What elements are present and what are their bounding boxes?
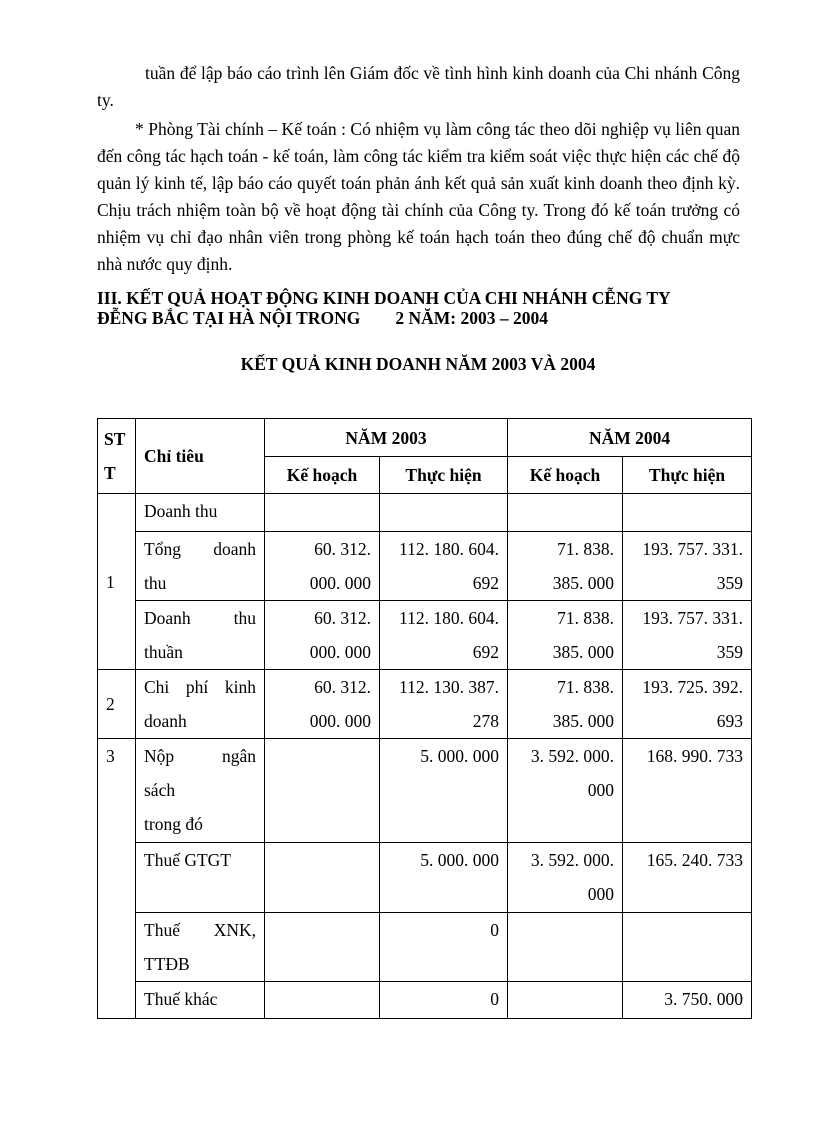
cell-label <box>136 913 265 982</box>
value-part: 3. 592. 000. <box>530 746 615 766</box>
cell-empty <box>623 494 752 532</box>
cell-label <box>136 670 265 739</box>
value-part: 60. 312. <box>314 539 371 559</box>
header-year-2003: NĂM 2003 <box>265 419 508 457</box>
cell-stt: 1 <box>98 494 136 670</box>
label-part: doanh <box>144 711 187 731</box>
cell-value <box>265 601 380 670</box>
label-line: sách <box>144 780 176 800</box>
value-part: 385. 000 <box>552 573 615 593</box>
value-part: 693 <box>716 711 744 731</box>
cell-empty <box>380 494 508 532</box>
section-heading <box>97 288 747 328</box>
cell-empty <box>265 843 380 913</box>
value-part: 71. 838. <box>557 608 615 628</box>
value-part: 71. 838. <box>557 539 615 559</box>
cell-value <box>508 739 623 843</box>
value-part: 112. 130. 387. <box>399 677 500 697</box>
value-part: 692 <box>472 642 500 662</box>
header-ke-hoach-2003: Kế hoạch <box>265 457 380 494</box>
table-row <box>98 982 752 1019</box>
value-part: 000 <box>587 884 615 904</box>
value-part: 60. 312. <box>314 677 371 697</box>
label-part: Doanh thu <box>144 608 256 628</box>
cell-empty <box>265 913 380 982</box>
cell-value <box>623 532 752 601</box>
cell-stt: 3 <box>98 739 136 1019</box>
value-part: 359 <box>716 642 744 662</box>
header-stt <box>98 419 136 494</box>
header-chi-tieu: Chỉ tiêu <box>136 419 265 494</box>
table-row <box>98 532 752 601</box>
value-part: 000. 000 <box>309 642 371 662</box>
cell-value: 3. 750. 000 <box>623 982 752 1019</box>
cell-empty <box>265 982 380 1019</box>
header-thuc-hien-2003: Thực hiện <box>380 457 508 494</box>
label-part: TTĐB <box>144 954 190 974</box>
cell-value <box>623 601 752 670</box>
cell-value: 0 <box>380 982 508 1019</box>
cell-value: 5. 000. 000 <box>380 739 508 843</box>
table-header-row-1 <box>98 419 752 457</box>
table-row <box>98 670 752 739</box>
cell-value: 168. 990. 733 <box>623 739 752 843</box>
cell-value <box>265 670 380 739</box>
value-part: 359 <box>716 573 744 593</box>
value-part: 193. 757. 331. <box>642 608 744 628</box>
value-part: 000. 000 <box>309 573 371 593</box>
label-part: thu <box>144 573 167 593</box>
section-heading-line1: III. KẾT QUẢ HOẠT ĐỘNG KINH DOANH CỦA CHI NHÁNH CỄNG TY <box>97 288 671 308</box>
cell-value <box>265 532 380 601</box>
cell-value <box>380 670 508 739</box>
table-title: KẾT QUẢ KINH DOANH NĂM 2003 VÀ 2004 <box>240 354 596 374</box>
cell-label: Doanh thu <box>136 494 265 532</box>
cell-empty <box>623 913 752 982</box>
table-row <box>98 843 752 913</box>
header-stt-line2: T <box>104 463 116 483</box>
paragraph-report-duty: tuần để lập báo cáo trình lên Giám đốc về tình hình kinh doanh của Chi nhánh Công ty. <box>97 63 740 110</box>
cell-label <box>136 601 265 670</box>
cell-value <box>623 670 752 739</box>
cell-value <box>380 532 508 601</box>
value-part: 385. 000 <box>552 711 615 731</box>
label-line: trong đó <box>144 814 203 834</box>
section-heading-line2: ĐỄNG BẮC TẠI HÀ NỘI TRONG 2 NĂM: 2003 – 2004 <box>97 308 548 328</box>
cell-label: Thuế GTGT <box>136 843 265 913</box>
value-part: 692 <box>472 573 500 593</box>
table-row <box>98 913 752 982</box>
cell-value <box>508 670 623 739</box>
cell-label <box>136 532 265 601</box>
table-row <box>98 494 752 532</box>
label-part: Tổng doanh <box>144 539 256 559</box>
cell-empty <box>508 913 623 982</box>
label-line: Nộp ngân <box>144 746 256 766</box>
label-part: Chi phí kinh <box>144 677 256 697</box>
table-row <box>98 601 752 670</box>
cell-value <box>380 601 508 670</box>
cell-value <box>508 843 623 913</box>
cell-empty <box>508 494 623 532</box>
header-ke-hoach-2004: Kế hoạch <box>508 457 623 494</box>
value-part: 71. 838. <box>557 677 615 697</box>
cell-empty <box>508 982 623 1019</box>
cell-value <box>508 532 623 601</box>
value-part: 3. 592. 000. <box>530 850 615 870</box>
value-part: 112. 180. 604. <box>399 539 500 559</box>
cell-label: Thuế khác <box>136 982 265 1019</box>
header-stt-line1: ST <box>104 429 126 449</box>
value-part: 193. 757. 331. <box>642 539 744 559</box>
value-part: 60. 312. <box>314 608 371 628</box>
cell-stt: 2 <box>98 670 136 739</box>
cell-value: 165. 240. 733 <box>623 843 752 913</box>
label-part: Thuế XNK, <box>144 920 256 940</box>
cell-empty <box>265 494 380 532</box>
header-thuc-hien-2004: Thực hiện <box>623 457 752 494</box>
paragraph-finance-department: * Phòng Tài chính – Kế toán : Có nhiệm vụ làm công tác theo dõi nghiệp vụ liên quan đến công tác hạch toán - kế toán, làm công tác kiểm tra kiểm soát việc thực hiện các chế độ quản lý kinh tế, lập báo cáo quyết toán phản ánh kết quả sản xuất kinh doanh theo định kỳ. Chịu trách nhiệm toàn bộ về hoạt động tài chính của Công ty. Trong đó kế toán trưởng có nhiệm vụ chỉ đạo nhân viên trong phòng kế toán hạch toán theo đúng chế độ chuẩn mực nhà nước quy định. <box>97 119 740 274</box>
cell-value <box>508 601 623 670</box>
value-part: 000 <box>587 780 615 800</box>
value-part: 385. 000 <box>552 642 615 662</box>
label-part: thuần <box>144 642 183 662</box>
cell-value: 0 <box>380 913 508 982</box>
cell-value: 5. 000. 000 <box>380 843 508 913</box>
value-part: 000. 000 <box>309 711 371 731</box>
value-part: 193. 725. 392. <box>642 677 744 697</box>
business-results-table <box>97 418 752 1019</box>
cell-label <box>136 739 265 843</box>
table-row <box>98 739 752 843</box>
header-year-2004: NĂM 2004 <box>508 419 752 457</box>
cell-empty <box>265 739 380 843</box>
value-part: 112. 180. 604. <box>399 608 500 628</box>
value-part: 278 <box>472 711 500 731</box>
